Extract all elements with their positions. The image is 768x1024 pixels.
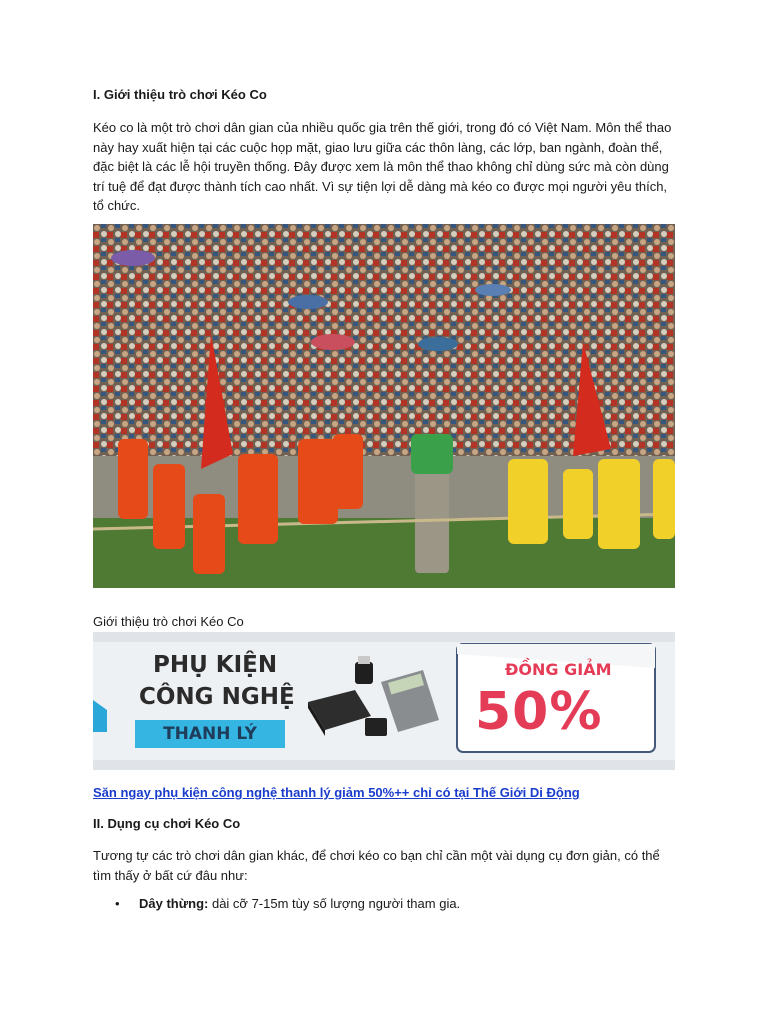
tug-of-war-photo — [93, 224, 675, 588]
intro-paragraph: Kéo co là một trò chơi dân gian của nhiều quốc gia trên thế giới, trong đó có Việt Nam. Môn thể thao này hay xuất hiện tại các cuộc họp mặt, giao lưu giữa các thôn làng, các lớp, ban ngành, đoàn thể, đặc biệt là các lễ hội truyền thống. Đây được xem là môn thể thao không chỉ dùng sức mà còn dùng trí tuệ để đạt được thành tích cao nhất. Vì sự tiện lợi dễ dàng mà kéo co được mọi người yêu thích, tổ chức. — [93, 120, 672, 213]
bullet-desc: dài cỡ 7-15m tùy số lượng người tham gia. — [208, 896, 461, 911]
section-heading-intro: I. Giới thiệu trò chơi Kéo Co — [93, 87, 267, 102]
promo-link[interactable]: Săn ngay phụ kiện công nghệ thanh lý giảm 50%++ chỉ có tại Thế Giới Di Động — [93, 785, 580, 800]
image-caption: Giới thiệu trò chơi Kéo Co — [93, 614, 244, 629]
tools-paragraph: Tương tự các trò chơi dân gian khác, để chơi kéo co bạn chỉ cần một vài dụng cụ đơn giản, có thể tìm thấy ở bất cứ đâu như: — [93, 848, 660, 883]
bullet-term: Dây thừng: — [139, 896, 209, 911]
banner-title-line2: CÔNG NGHỆ — [139, 684, 295, 710]
promo-value: 50% — [475, 682, 603, 742]
section-heading-tools: II. Dụng cụ chơi Kéo Co — [93, 816, 241, 831]
banner-title-line1: PHỤ KIỆN — [153, 652, 278, 678]
bullet-icon: • — [115, 896, 120, 911]
promo-label: ĐỒNG GIẢM — [505, 660, 612, 679]
banner-tag: THANH LÝ — [135, 720, 285, 748]
promo-banner[interactable] — [93, 632, 675, 770]
